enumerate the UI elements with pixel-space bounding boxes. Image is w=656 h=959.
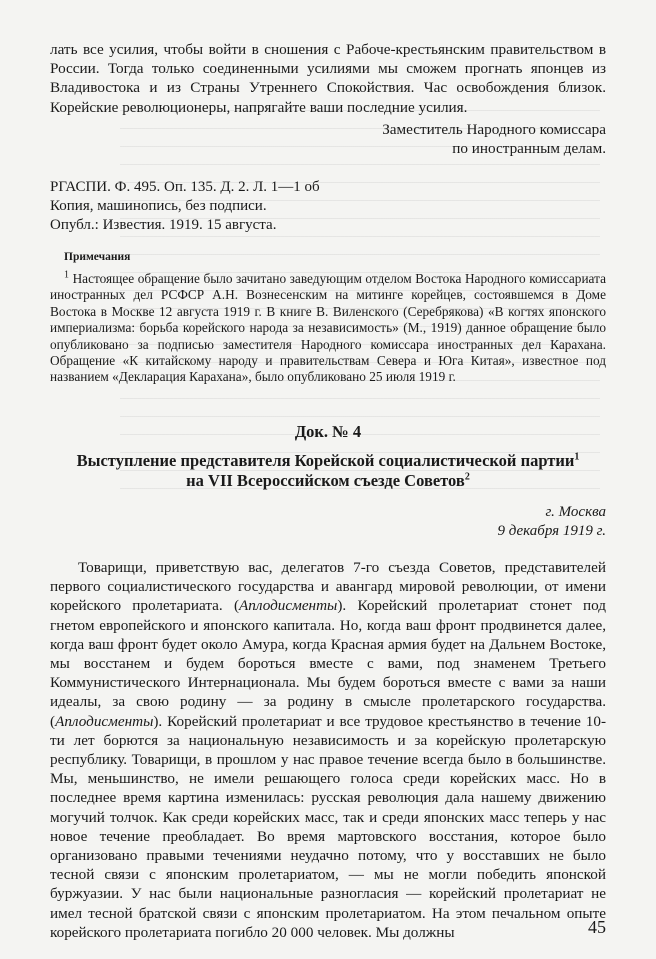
applause-2: Аплодисменты [55, 712, 154, 730]
title-footnote-2: 2 [464, 471, 470, 483]
document-date: 9 декабря 1919 г. [497, 523, 606, 539]
footnote-1-number: 1 [64, 269, 69, 281]
footnote-1-text: Настоящее обращение было зачитано заведующим отделом Востока Народного комиссариата иностранных дел РСФСР А.Н. Вознесенским на митинге корейцев, состоявшемся в Доме Востока в Москве 12 августа 1919 г. В книге В. Виленского (Серебрякова) «В когтях японского империализма: борьба корейского народа за независимость» (М., 1919) данное обращение было опубликовано за подписью заместителя Народного комиссара иностранных дел Карахана. Обращение «К китайскому народу и правительствам Севера и Юга Китая», известное под названием «Декларация Карахана», было опубликовано 25 июля 1919 г. [50, 271, 606, 385]
top-paragraph: лать все усилия, чтобы войти в сношения с Рабоче-крестьянским правительством в России. Тогда только соединенными усилиями мы сможем прогнать японцев из Владивостока и из Страны Утреннего Спокойствия. Час освобождения близок. Корейские революционеры, напрягайте ваши последние усилия. [50, 41, 606, 116]
notes-heading: Примечания [64, 251, 131, 263]
document-body [50, 558, 606, 942]
document-place: г. Москва [545, 504, 606, 520]
signature-line-2: по иностранным делам. [452, 140, 606, 157]
title-footnote-1: 1 [574, 451, 580, 463]
title-line-2: на VII Всероссийском съезде Советов [186, 471, 465, 490]
body-part-a: Товарищи, приветствую вас, делегатов 7-го съезда Советов, представителей первого социалистического государства и авангард мировой революции, от имени корейского пролетариата. ( [50, 559, 606, 615]
title-line-1: Выступление представителя Корейской социалистической партии [76, 451, 575, 470]
source-published: Опубл.: Известия. 1919. 15 августа. [50, 217, 277, 233]
page-number: 45 [588, 917, 606, 937]
document-title [50, 451, 606, 491]
body-part-b: ). Корейский пролетариат стонет под гнетом европейского и японского капитала. Но, когда ваш фронт продвинется далее, когда ваш фронт будет около Амура, когда Красная армия будет на Дальнем Востоке, мы восстанем и будем бороться вместе с вами, под знаменем Третьего Коммунистического Интернационала. Мы будем бороться вместе с вами за наши идеалы, за свою родину — за родину в смысле пролетарского государства. ( [50, 597, 606, 730]
body-part-c: ). Корейский пролетариат и все трудовое крестьянство в течение 10-ти лет борются за национальную независимость и за корейскую пролетарскую республику. Товарищи, в прошлом у нас правое течение всегда было в большинстве. Мы, меньшинство, не имели решающего голоса среди корейских масс. Но в последнее время картина изменилась: русская революция дала нашему движению могучий толчок. Как среди корейских масс, так и среди японских масс теперь у нас новое течение преобладает. Во время мартовского восстания, которое было организовано правыми течениями неудачно потому, что у восставших не было тесной связи с японским пролетариатом, — мы не могли победить японской буржуазии. У нас были национальные разногласия — корейский пролетариат не имел тесной братской связи с японским пролетариатом. На этом печальном опыте корейского пролетариата погибло 20 000 человек. Мы должны [50, 712, 606, 941]
document-number: Док. № 4 [294, 422, 362, 441]
source-copy: Копия, машинопись, без подписи. [50, 198, 267, 214]
applause-1: Аплодисменты [239, 597, 338, 615]
footnote-1 [50, 271, 606, 386]
signature-line-1: Заместитель Народного комиссара [382, 121, 606, 138]
source-archive: РГАСПИ. Ф. 495. Оп. 135. Д. 2. Л. 1—1 об [50, 179, 320, 195]
